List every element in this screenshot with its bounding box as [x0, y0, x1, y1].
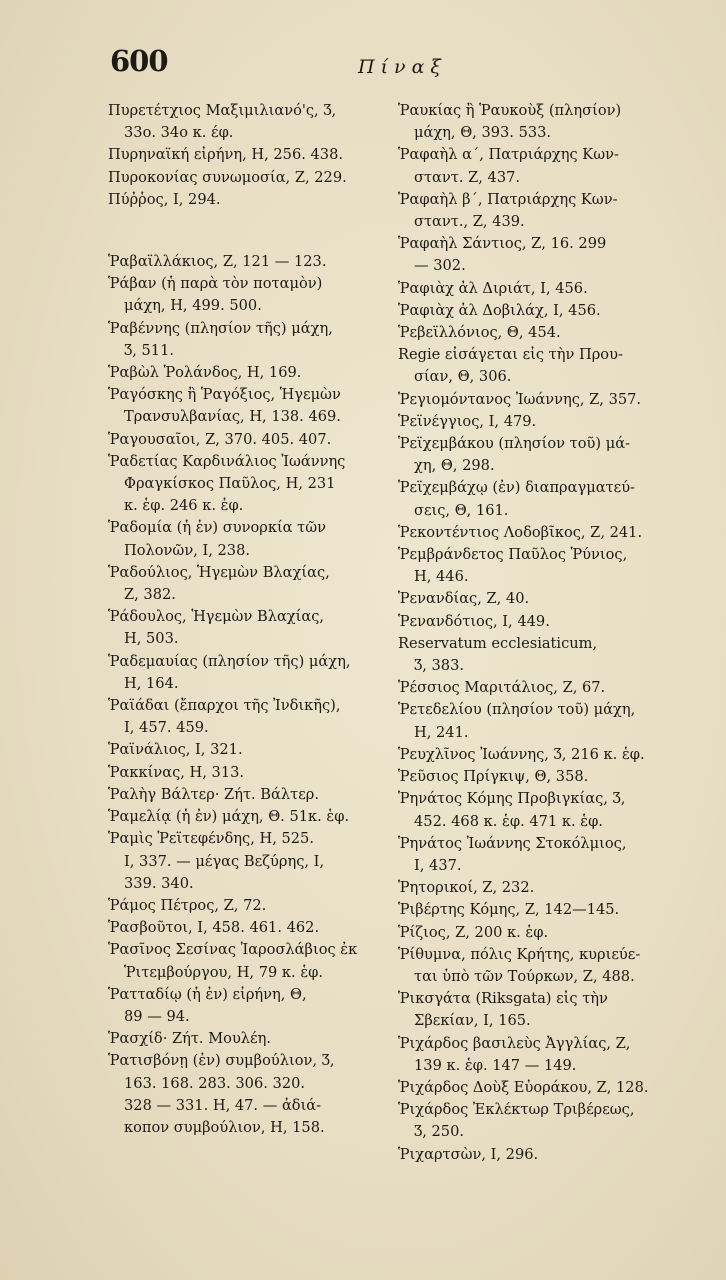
index-entry: Ῥαυκίας ἢ Ῥαυκοὺξ (πλησίον) μάχη, Θ, 393. 533. — [398, 102, 622, 142]
index-entry: Ῥασχίδ· Ζήτ. Μουλέη. — [108, 1030, 272, 1048]
section-gap — [108, 211, 398, 251]
index-entry: Ῥενανδότιος, Ι, 449. — [398, 612, 550, 630]
index-entry: Ῥετεδελίου (πλησίον τοῦ) μάχη, Η, 241. — [398, 701, 636, 741]
index-entry: Ῥαβὼλ Ῥολάνδος, Η, 169. — [108, 364, 302, 382]
index-entry: Regie εἰσάγεται εἰς τὴν Πρου- σίαν, Θ, 306. — [398, 346, 623, 386]
index-entry: Ῥαλὴγ Βάλτερ· Ζήτ. Βάλτερ. — [108, 785, 319, 803]
index-entry: Ῥαγόσκης ἢ Ῥαγόξιος, Ἡγεμὼν Τρανσυλβανίας, Η, 138. 469. — [108, 386, 341, 426]
page-number: 600 — [110, 44, 168, 78]
index-entry: Ῥέσσιος Μαριτάλιος, Ζ, 67. — [398, 679, 606, 697]
index-entry: Ῥίθυμνα, πόλις Κρήτης, κυριεύε- ται ὑπὸ τῶν Τούρκων, Ζ, 488. — [398, 945, 641, 985]
index-entry: Ῥιχάρδος Ἐκλέκτωρ Τριβέρεως, Ʒ, 250. — [398, 1101, 635, 1141]
index-entry: Ῥιχάρδος βασιλεὺς Ἀγγλίας, Ζ, 139 κ. ἑφ. 147 — 149. — [398, 1034, 631, 1074]
index-entry: Ῥεμβράνδετος Παῦλος Ῥύνιος, Η, 446. — [398, 546, 628, 586]
index-entry: Ῥαδομία (ἡ ἐν) συνορκία τῶν Πολονῶν, Ι, 238. — [108, 519, 327, 559]
index-entry: Ῥάβαν (ἡ παρὰ τὸν ποταμὸν) μάχη, Η, 499. 500. — [108, 275, 323, 315]
index-column-right — [398, 100, 698, 1166]
index-group-rho — [108, 251, 398, 1139]
index-entry: Ῥασβοῦτοι, Ι, 458. 461. 462. — [108, 919, 320, 937]
index-entry: Πύῤῥος, Ι, 294. — [108, 190, 221, 208]
index-entry: Ῥεβεϊλλόνιος, Θ, 454. — [398, 324, 561, 342]
index-entry: Ῥατταδίῳ (ἡ ἐν) εἰρήνη, Θ, 89 — 94. — [108, 985, 307, 1025]
index-entry: Ῥαϊάδαι (ἔπαρχοι τῆς Ἰνδικῆς), Ι, 457. 459. — [108, 697, 341, 737]
index-entry: Ῥεϊνέγγιος, Ι, 479. — [398, 412, 537, 430]
index-entry: Ῥηνάτος Ἰωάννης Στοκόλμιος, Ι, 437. — [398, 834, 627, 874]
index-group-pi — [108, 100, 398, 211]
index-entry: Ῥάμος Πέτρος, Ζ, 72. — [108, 896, 267, 914]
index-entry: Ῥαφιὰχ ἀλ Διριάτ, Ι, 456. — [398, 279, 588, 297]
index-entry: Ῥαγουσαῖοι, Ζ, 370. 405. 407. — [108, 430, 332, 448]
index-entry: Ῥεϊχεμβάχῳ (ἐν) διαπραγματεύ- σεις, Θ, 161. — [398, 479, 635, 519]
index-entry: Ῥαφαὴλ α΄, Πατριάρχης Κων- σταντ. Ζ, 437. — [398, 146, 619, 186]
index-entry: Ῥάδουλος, Ἡγεμὼν Βλαχίας, Η, 503. — [108, 608, 325, 648]
index-entry: Ῥαβέννης (πλησίον τῆς) μάχη, Ʒ, 511. — [108, 319, 333, 359]
index-entry: Ῥητορικοί, Ζ, 232. — [398, 879, 535, 897]
index-entry: Reservatum ecclesiaticum, Ʒ, 383. — [398, 634, 598, 675]
index-entry: Ῥιβέρτης Κόμης, Ζ, 142—145. — [398, 901, 620, 919]
index-entry: Ῥενανδίας, Ζ, 40. — [398, 590, 530, 608]
index-entry: Ῥαφιὰχ ἀλ Δοβιλάχ, Ι, 456. — [398, 301, 601, 319]
index-entry: Ῥαμὶς Ῥεϊτεφένδης, Η, 525. Ι, 337. — μέγας Βεζύρης, Ι, 339. 340. — [108, 830, 325, 892]
index-entry: Ῥαμελίᾳ (ἡ ἐν) μάχη, Θ. 51κ. ἑφ. — [108, 808, 350, 826]
index-entry: Πυρηναϊκή εἰρήνη, Η, 256. 438. — [108, 146, 344, 164]
index-entry: Ῥευχλῖνος Ἰωάννης, Ʒ, 216 κ. ἑφ. — [398, 745, 645, 763]
index-entry: Ῥηνάτος Κόμης Προβιγκίας, Ʒ, 452. 468 κ. ἑφ. 471 κ. ἑφ. — [398, 790, 626, 830]
index-entry: Ῥαφαὴλ Σάντιος, Ζ, 16. 299 — 302. — [398, 235, 607, 275]
index-entry: Ῥαφαὴλ β΄, Πατριάρχης Κων- σταντ., Ζ, 439. — [398, 190, 618, 231]
index-entry: Ῥιχάρδος Δοὺξ Εὐοράκου, Ζ, 128. — [398, 1078, 649, 1096]
index-entry: Ῥαϊνάλιος, Ι, 321. — [108, 741, 243, 759]
index-entry: Ῥαδεμαυίας (πλησίον τῆς) μάχη, Η, 164. — [108, 652, 351, 692]
index-entry: Ῥίζιος, Ζ, 200 κ. ἑφ. — [398, 923, 549, 941]
index-entry: Ῥαβαϊλλάκιος, Ζ, 121 — 123. — [108, 253, 327, 271]
index-entry: Ῥιχαρτσὼν, Ι, 296. — [398, 1145, 539, 1163]
index-entry: Πυρετέτχιος Μαξιμιλιανό'ς, Ʒ, 33ο. 34ο κ. έφ. — [108, 102, 337, 142]
index-entry: Ῥεγιομόντανος Ἰωάννης, Ζ, 357. — [398, 390, 642, 408]
index-entry: Ῥακκίνας, Η, 313. — [108, 763, 245, 781]
index-column-left — [108, 100, 398, 1139]
running-head: Πίναξ — [358, 56, 447, 78]
index-entry: Ῥεκοντέντιος Λοδοβῖκος, Ζ, 241. — [398, 523, 643, 541]
index-entry: Ῥεῦσιος Πρίγκιψ, Θ, 358. — [398, 768, 589, 786]
index-entry: Ῥαδούλιος, Ἡγεμὼν Βλαχίας, Ζ, 382. — [108, 563, 330, 604]
index-entry: Ῥασῖνος Σεσίνας Ἰαροσλάβιος ἐκ Ῥιτεμβούργου, Η, 79 κ. ἑφ. — [108, 941, 358, 981]
index-entry: Ῥικσγάτα (Riksgata) εἰς τὴν Σβεκίαν, Ι, 165. — [398, 990, 608, 1030]
index-entry: Πυροκονίας συνωμοσία, Ζ, 229. — [108, 168, 347, 186]
index-entry: Ῥαδετίας Καρδινάλιος Ἰωάννης Φραγκίσκος Παῦλος, Η, 231 κ. ἑφ. 246 κ. ἑφ. — [108, 452, 346, 515]
index-entry: Ῥατισβόνῃ (ἐν) συμβούλιον, Ʒ, 163. 168. 283. 306. 320. 328 — 331. Η, 47. — ἀδιά- κοπον συμβούλιον, Η, 158. — [108, 1052, 335, 1136]
index-entry: Ῥεϊχεμβάκου (πλησίον τοῦ) μά- χη, Θ, 298. — [398, 435, 631, 475]
